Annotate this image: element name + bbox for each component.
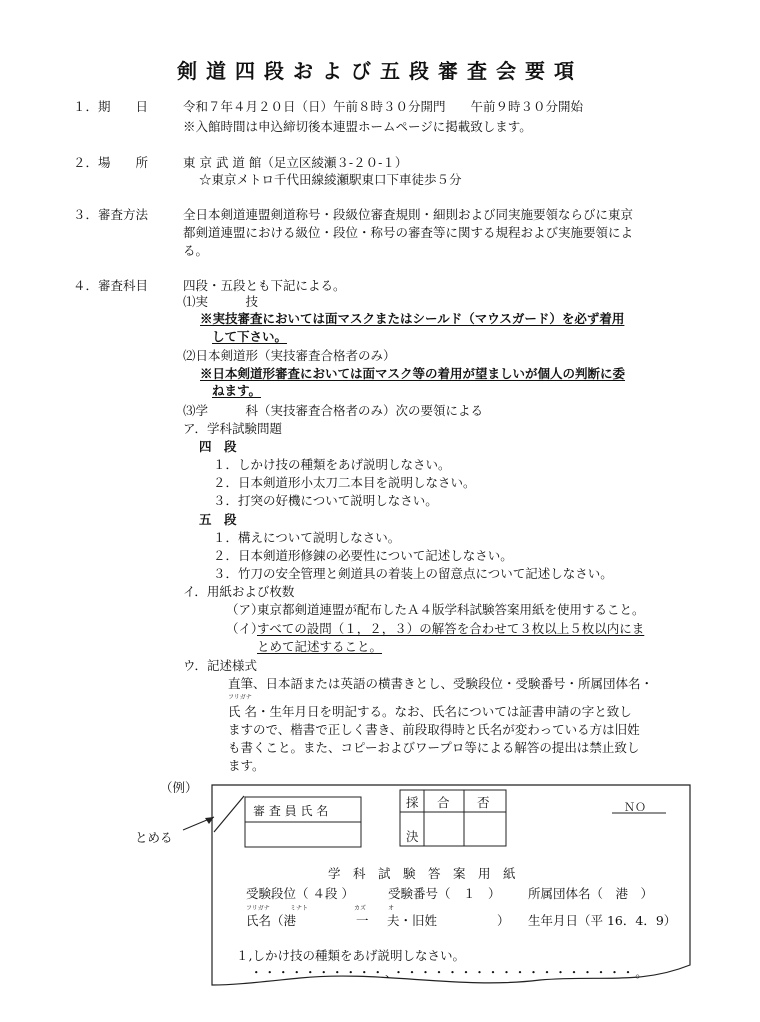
u-line-2: 氏 名・生年月日を明記する。なお、氏名については証書申請の字と致し bbox=[228, 704, 632, 719]
i-heading: イ．用紙および枚数 bbox=[183, 584, 295, 599]
name-field-end: ） bbox=[497, 913, 510, 928]
section-2-text: 東 京 武 道 館（足立区綾瀬３‐２０‐１） bbox=[183, 155, 408, 170]
section-4-label: ４．審査科目 bbox=[73, 278, 149, 293]
answer-dots: ・・・・・・・・・・、・・・・・・・・・・・・・・・・・・。 bbox=[250, 965, 649, 980]
yondan-question-2: ２．日本剣道形小太刀二本目を説明しなさい。 bbox=[213, 475, 476, 490]
exam-number-field: 受験番号（ １ ） bbox=[388, 886, 501, 901]
organization-field: 所属団体名（ 港 ） bbox=[528, 886, 654, 901]
u-line-5: ます。 bbox=[228, 758, 265, 773]
jitsugi-heading: ⑴実 技 bbox=[183, 294, 259, 309]
jitsugi-note-line-1: ※実技審査においては面マスクまたはシールド（マウスガード）を必ず着用 bbox=[200, 311, 625, 326]
ruby-minato: ミナト bbox=[290, 905, 309, 912]
answer-sheet-title: 学 科 試 験 答 案 用 紙 bbox=[328, 866, 516, 881]
i-item-1-mark: （ア） bbox=[226, 602, 264, 617]
i-item-2-text-line-2: とめて記述すること。 bbox=[257, 639, 383, 654]
ruby-kazu: カズ bbox=[354, 905, 367, 912]
exam-grade-field: 受験段位（ ４段 ） bbox=[246, 886, 354, 901]
u-line-1: 直筆、日本語または英語の横書きとし、受験段位・受験番号・所属団体名・ bbox=[228, 676, 654, 691]
yondan-question-3: ３．打突の好機について説明しなさい。 bbox=[213, 493, 438, 508]
ruby-o: オ bbox=[388, 905, 395, 912]
name-o-kyusei: 夫・旧姓 bbox=[387, 913, 438, 928]
a-heading: ア．学科試験問題 bbox=[183, 421, 283, 436]
name-kazu: 一 bbox=[356, 913, 369, 928]
i-item-2-mark: （イ） bbox=[226, 621, 264, 636]
section-3-line-1: 全日本剣道連盟剣道称号・段級位審査規則・細則および同実施要領ならびに東京 bbox=[183, 207, 634, 222]
u-ruby: フリガナ bbox=[228, 694, 252, 701]
yondan-question-1: １．しかけ技の種類をあげ説明しなさい。 bbox=[213, 457, 451, 472]
no-label: ＮＯ bbox=[624, 801, 646, 814]
i-item-2-text-line-1: すべての設問（１，２，３）の解答を合わせて３枚以上５枚以内にま bbox=[257, 621, 645, 636]
ruby-furigana: フリガナ bbox=[246, 905, 270, 912]
u-line-3: ますので、楷書で正しく書き、前段取得時と氏名が変わっている方は旧姓 bbox=[228, 722, 640, 737]
yondan-heading: 四 段 bbox=[199, 439, 237, 454]
page-title: 剣道四段および五段審査会要項 bbox=[177, 59, 583, 83]
go-label: 合 bbox=[437, 795, 450, 810]
section-1-note: ※入館時間は申込締切後本連盟ホームページに掲載致します。 bbox=[183, 119, 532, 134]
u-heading: ウ．記述様式 bbox=[183, 658, 258, 673]
kata-heading: ⑵日本剣道形（実技審査合格者のみ） bbox=[183, 348, 396, 363]
section-4-intro: 四段・五段とも下記による。 bbox=[183, 278, 346, 293]
answer-question: １,しかけ技の種類をあげ説明しなさい。 bbox=[236, 948, 465, 963]
gakka-heading: ⑶学 科（実技審査合格者のみ）次の要領による bbox=[183, 403, 484, 418]
section-1-label: １．期 日 bbox=[73, 99, 149, 114]
kata-note-line-2: ねます。 bbox=[212, 383, 262, 398]
godan-question-2: ２．日本剣道形修錬の必要性について記述しなさい。 bbox=[213, 548, 513, 563]
hi-label: 否 bbox=[477, 795, 490, 810]
example-label: （例） bbox=[160, 780, 198, 795]
godan-question-3: ３．竹刀の安全管理と剣道具の着装上の留意点について記述しなさい。 bbox=[213, 566, 613, 581]
birthdate-field: 生年月日（平 16．4．9） bbox=[528, 913, 677, 928]
godan-question-1: １．構えについて説明しなさい。 bbox=[213, 530, 401, 545]
jitsugi-note-line-2: して下さい。 bbox=[212, 329, 288, 344]
section-1-text: 令和７年４月２０日（日）午前８時３０分開門 午前９時３０分開始 bbox=[183, 99, 584, 114]
name-field-start: 氏名（港 bbox=[246, 913, 297, 928]
i-item-1-text: 東京都剣道連盟が配布したＡ４版学科試験答案用紙を使用すること。 bbox=[257, 602, 645, 617]
section-2-label: ２．場 所 bbox=[73, 155, 149, 170]
tomeru-label: とめる bbox=[135, 830, 173, 845]
u-line-4: も書くこと。また、コピーおよびワープロ等による解答の提出は禁止致し bbox=[228, 740, 640, 755]
section-2-note: ☆東京メトロ千代田線綾瀬駅東口下車徒歩５分 bbox=[199, 172, 462, 187]
kata-note-line-1: ※日本剣道形審査においては面マスク等の着用が望ましいが個人の判断に委 bbox=[200, 366, 626, 381]
examiner-label: 審 査 員 氏 名 bbox=[253, 804, 329, 818]
section-3-line-3: る。 bbox=[183, 243, 209, 258]
godan-heading: 五 段 bbox=[199, 512, 237, 527]
ketsu-label: 決 bbox=[406, 829, 419, 844]
section-3-line-2: 都剣道連盟における級位・段位・称号の審査等に関する規程および実施要領によ bbox=[183, 225, 634, 240]
section-3-label: ３．審査方法 bbox=[73, 207, 149, 222]
sai-label: 採 bbox=[406, 795, 419, 810]
